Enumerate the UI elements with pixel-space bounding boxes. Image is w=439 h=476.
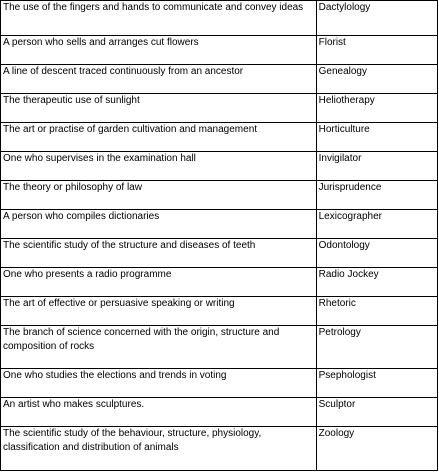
- term-cell: Rhetoric: [316, 297, 437, 326]
- definition-cell: The branch of science concerned with the origin, structure and composition of rocks: [1, 326, 317, 369]
- table-row: [1, 326, 438, 369]
- table-row: [1, 36, 438, 65]
- definition-cell: The scientific study of the behaviour, structure, physiology, classification and distribution of animals: [1, 427, 317, 471]
- term-cell: Lexicographer: [316, 210, 437, 239]
- table-row: [1, 181, 438, 210]
- definition-cell: One who presents a radio programme: [1, 268, 317, 297]
- table-row: [1, 94, 438, 123]
- table-row: [1, 152, 438, 181]
- definition-cell: One who studies the elections and trends in voting: [1, 369, 317, 398]
- term-cell: Genealogy: [316, 65, 437, 94]
- term-cell: Dactylology: [316, 1, 437, 36]
- table-row: [1, 123, 438, 152]
- table-row: [1, 369, 438, 398]
- definition-cell: A line of descent traced continuously from an ancestor: [1, 65, 317, 94]
- table-row: [1, 210, 438, 239]
- term-cell: Invigilator: [316, 152, 437, 181]
- term-cell: Petrology: [316, 326, 437, 369]
- definition-cell: The use of the fingers and hands to communicate and convey ideas: [1, 1, 317, 36]
- term-cell: Odontology: [316, 239, 437, 268]
- table-row: [1, 268, 438, 297]
- definition-cell: The art or practise of garden cultivation and management: [1, 123, 317, 152]
- definition-cell: An artist who makes sculptures.: [1, 398, 317, 427]
- table-row: [1, 239, 438, 268]
- table-row: [1, 427, 438, 471]
- term-cell: Zoology: [316, 427, 437, 471]
- term-cell: Horticulture: [316, 123, 437, 152]
- term-cell: Florist: [316, 36, 437, 65]
- definition-cell: A person who sells and arranges cut flowers: [1, 36, 317, 65]
- table-body: [1, 1, 438, 471]
- table-row: [1, 297, 438, 326]
- table-row: [1, 65, 438, 94]
- definition-cell: The therapeutic use of sunlight: [1, 94, 317, 123]
- definition-cell: One who supervises in the examination hall: [1, 152, 317, 181]
- term-cell: Radio Jockey: [316, 268, 437, 297]
- definition-cell: The art of effective or persuasive speaking or writing: [1, 297, 317, 326]
- term-cell: Psephologist: [316, 369, 437, 398]
- table-row: [1, 1, 438, 36]
- definition-cell: A person who compiles dictionaries: [1, 210, 317, 239]
- term-cell: Jurisprudence: [316, 181, 437, 210]
- definition-cell: The scientific study of the structure and diseases of teeth: [1, 239, 317, 268]
- term-cell: Heliotherapy: [316, 94, 437, 123]
- term-cell: Sculptor: [316, 398, 437, 427]
- table-row: [1, 398, 438, 427]
- definition-cell: The theory or philosophy of law: [1, 181, 317, 210]
